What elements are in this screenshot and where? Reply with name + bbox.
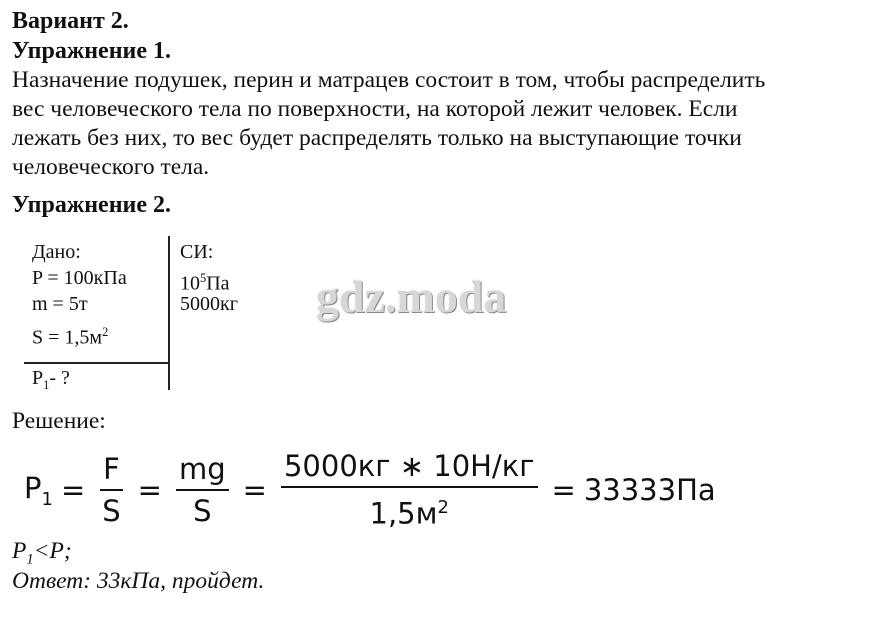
given-find-divider [24,362,170,364]
formula-lhs-subscript: 1 [41,488,53,510]
given-mass: m = 5т [32,293,88,315]
formula-lhs-symbol: P [24,470,42,505]
exercise-2-title: Упражнение 2. [12,192,172,218]
exercise-1-line: человеческого тела. [12,154,210,180]
variant-title: Вариант 2. [12,8,129,34]
fraction-force-area [99,451,123,529]
fraction-numeric [281,448,538,532]
solution-label: Решение: [12,408,106,434]
equals-sign: = [60,473,86,507]
fraction-denominator [367,488,452,532]
equals-sign: = [551,473,576,507]
find-subscript: 1 [43,378,50,392]
si-mass: 5000кг [180,293,238,315]
watermark-logo: gdz.moda [316,271,507,322]
find-tail: - ? [49,367,70,389]
solution-formula [24,448,716,532]
si-pressure-unit: Па [206,272,230,295]
given-label: Дано: [32,241,81,263]
find-symbol: P [32,367,44,389]
exercise-1-line: вес человеческого тела по поверхности, на которой лежит человек. Если [12,96,738,122]
exercise-1-line: лежать без них, то вес будет распределять только на выступающие точки [12,125,742,151]
comparison-symbol: P [12,538,27,564]
si-pressure-base: 10 [180,272,200,295]
si-label: СИ: [180,241,214,263]
comparison-tail: <P; [33,538,72,564]
given-area-exp: 2 [102,325,109,339]
exercise-1-title: Упражнение 1. [12,38,172,64]
formula-lhs [24,471,53,510]
given-find [32,366,70,397]
answer-line: Ответ: 33кПа, пройдет. [12,568,265,594]
fraction-numerator: F [100,451,123,491]
given-area-value: S = 1,5м [32,326,103,349]
exercise-1-text [12,66,880,182]
given-area [32,320,108,350]
fraction-denominator: S [193,494,212,528]
fraction-mg-area [176,451,229,529]
fraction-denominator-exp: 2 [437,497,449,519]
given-si-divider [168,236,170,390]
equals-sign: = [137,473,162,507]
fraction-numerator: mg [176,451,229,491]
exercise-1-line: Назначение подушек, перин и матрацев состоит в том, чтобы распределить [12,67,766,93]
comparison-line [12,538,72,569]
si-pressure-exp: 5 [200,271,207,285]
fraction-numerator: 5000кг ∗ 10Н/кг [281,448,538,488]
formula-result: 33333Па [583,473,716,507]
comparison-subscript: 1 [26,551,34,568]
given-pressure: P = 100кПа [32,267,127,289]
equals-sign: = [242,473,267,507]
fraction-denominator-value: 1,5м [369,496,438,531]
fraction-denominator: S [102,494,121,528]
